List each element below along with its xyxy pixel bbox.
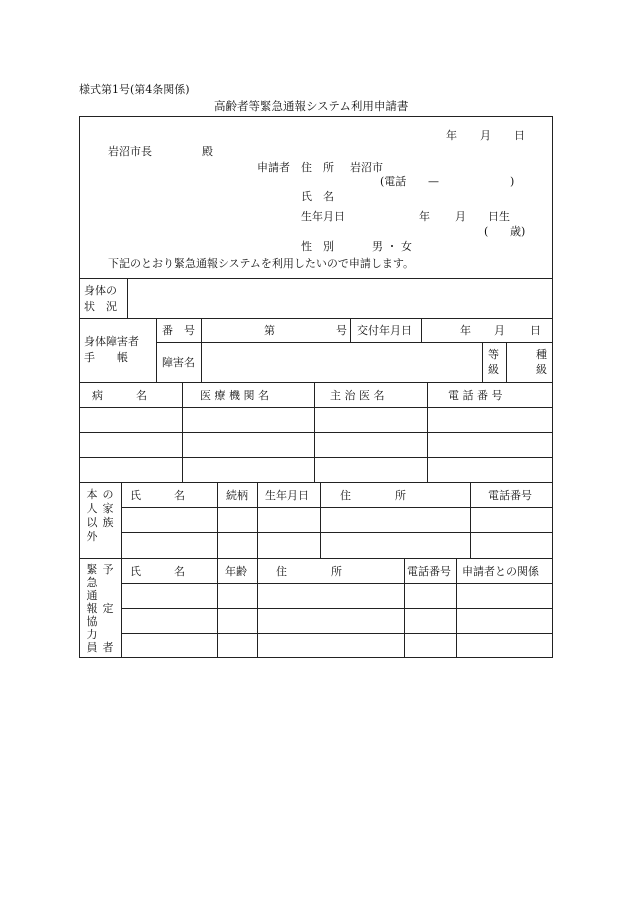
gender-value: 男 ・ 女 bbox=[372, 240, 412, 253]
medical-header-doctor: 主 治 医 名 bbox=[330, 389, 385, 402]
address-label: 住 所 bbox=[301, 161, 334, 174]
body-condition-label-2: 状 況 bbox=[84, 300, 117, 313]
phone-close: ) bbox=[510, 175, 515, 188]
address-value: 岩沼市 bbox=[350, 161, 383, 174]
handbook-number-dai: 第 bbox=[264, 324, 275, 337]
family-header-dob: 生年月日 bbox=[265, 489, 309, 502]
family-header-relation: 続柄 bbox=[226, 489, 248, 502]
form-title: 高齢者等緊急通報システム利用申請書 bbox=[214, 99, 409, 113]
applicant-label: 申請者 bbox=[257, 161, 290, 174]
emergency-header-address: 住 所 bbox=[276, 565, 342, 578]
emergency-header-age: 年齢 bbox=[225, 565, 247, 578]
dob-year: 年 bbox=[419, 210, 430, 223]
dob-label: 生年月日 bbox=[301, 210, 345, 223]
application-statement: 下記のとおり緊急通報システムを利用したいので申請します。 bbox=[108, 257, 415, 270]
issue-day-label: 日 bbox=[530, 324, 541, 337]
emergency-side-label: 緊 急 通 報 協 力 員 予 定 者 bbox=[86, 563, 114, 654]
form-number: 様式第1号(第4条関係) bbox=[79, 83, 190, 96]
disability-name-label: 障害名 bbox=[162, 356, 195, 369]
medical-header-institution: 医 療 機 関 名 bbox=[200, 389, 269, 402]
addressee: 岩沼市長 bbox=[108, 145, 152, 158]
family-header-name: 氏 名 bbox=[130, 489, 185, 502]
date-day-label: 日 bbox=[514, 129, 525, 142]
age-close: 歳) bbox=[510, 225, 526, 238]
issue-year-label: 年 bbox=[460, 324, 471, 337]
gender-label: 性 別 bbox=[301, 240, 334, 253]
issue-date-label: 交付年月日 bbox=[357, 324, 412, 337]
dob-day: 日生 bbox=[488, 210, 510, 223]
medical-header-phone: 電 話 番 号 bbox=[448, 389, 503, 402]
family-side-label: 本 人 以 外 の 家 族 bbox=[86, 488, 114, 543]
phone-open: (電話 bbox=[380, 175, 407, 188]
disability-label-2: 手 帳 bbox=[84, 351, 128, 364]
phone-dash: — bbox=[428, 175, 439, 188]
type-label-1: 種 bbox=[536, 348, 547, 361]
emergency-header-phone: 電話番号 bbox=[407, 565, 451, 578]
date-year-label: 年 bbox=[446, 129, 457, 142]
emergency-header-relation: 申請者との関係 bbox=[462, 565, 539, 578]
date-month-label: 月 bbox=[480, 129, 491, 142]
issue-month-label: 月 bbox=[494, 324, 505, 337]
handbook-number-label: 番 号 bbox=[162, 324, 195, 337]
disability-label-1: 身体障害者 bbox=[84, 335, 139, 348]
addressee-honorific: 殿 bbox=[202, 145, 213, 158]
family-header-address: 住 所 bbox=[340, 489, 406, 502]
type-label-2: 級 bbox=[536, 363, 547, 376]
age-open: ( bbox=[484, 225, 489, 238]
emergency-header-name: 氏 名 bbox=[130, 565, 185, 578]
handbook-number-go: 号 bbox=[336, 324, 347, 337]
name-label: 氏 名 bbox=[301, 190, 334, 203]
medical-header-disease: 病 名 bbox=[92, 389, 147, 402]
grade-label-1: 等 bbox=[488, 348, 499, 361]
grade-label-2: 級 bbox=[488, 363, 499, 376]
dob-month: 月 bbox=[455, 210, 466, 223]
family-header-phone: 電話番号 bbox=[488, 489, 532, 502]
body-condition-label-1: 身体の bbox=[84, 284, 117, 297]
